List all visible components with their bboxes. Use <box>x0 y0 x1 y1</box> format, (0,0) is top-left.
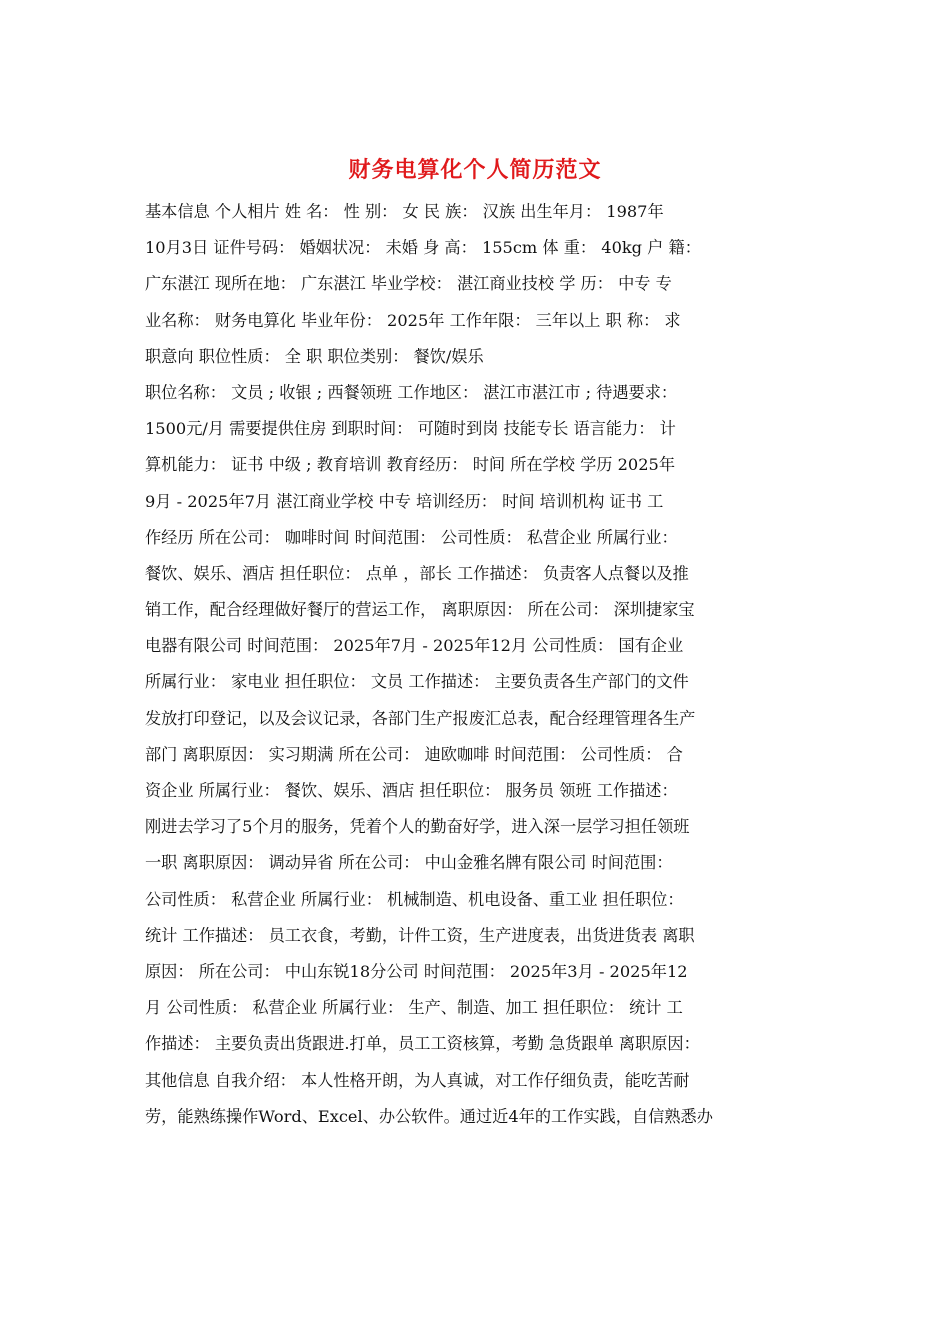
body-line: 9月 - 2025年7月 湛江商业学校 中专 培训经历： 时间 培训机构 证书 工 <box>145 491 664 511</box>
body-line: 基本信息 个人相片 姓 名： 性 别： 女 民 族： 汉族 出生年月： 1987年 <box>145 202 664 221</box>
body-line: 所属行业： 家电业 担任职位： 文员 工作描述： 主要负责各生产部门的文件 <box>145 672 689 692</box>
body-line: 1500元/月 需要提供住房 到职时间： 可随时到岗 技能专长 语言能力： 计 <box>145 419 676 439</box>
body-line: 10月3日 证件号码： 婚姻状况： 未婚 身 高： 155cm 体 重： 40kg 户 籍： <box>145 238 701 258</box>
body-line: 算机能力： 证书 中级 ; 教育培训 教育经历： 时间 所在学校 学历 2025年 <box>145 455 676 475</box>
body-line: 劳，能熟练操作Word、Excel、办公软件。通过近4年的工作实践，自信熟悉办 <box>145 1106 713 1126</box>
body-line: 刚进去学习了5个月的服务，凭着个人的勤奋好学，进入深一层学习担任领班 <box>145 817 690 837</box>
body-line: 资企业 所属行业： 餐饮、娱乐、酒店 担任职位： 服务员 领班 工作描述： <box>145 781 678 800</box>
body-line: 原因： 所在公司： 中山东锐18分公司 时间范围： 2025年3月 - 2025年12 <box>145 961 688 981</box>
body-line: 电器有限公司 时间范围： 2025年7月 - 2025年12月 公司性质： 国有企业 <box>145 636 684 656</box>
body-line: 职意向 职位性质： 全 职 职位类别： 餐饮/娱乐 <box>145 346 484 366</box>
body-line: 发放打印登记，以及会议记录，各部门生产报废汇总表，配合经理管理各生产 <box>145 708 696 728</box>
body-line: 一职 离职原因： 调动异省 所在公司： 中山金雅名牌有限公司 时间范围： <box>145 853 673 873</box>
body-line: 广东湛江 现所在地： 广东湛江 毕业学校： 湛江商业技校 学 历： 中专 专 <box>145 274 672 294</box>
body-line: 月 公司性质： 私营企业 所属行业： 生产、制造、加工 担任职位： 统计 工 <box>145 998 683 1018</box>
document-title: 财务电算化个人简历范文 <box>348 157 602 183</box>
body-line: 职位名称： 文员 ; 收银 ; 西餐领班 工作地区： 湛江市湛江市 ; 待遇要求： <box>145 382 678 402</box>
resume-body <box>145 194 810 1135</box>
body-line: 业名称： 财务电算化 毕业年份： 2025年 工作年限： 三年以上 职 称： 求 <box>145 310 681 330</box>
body-line: 销工作，配合经理做好餐厅的营运工作， 离职原因： 所在公司： 深圳捷家宝 <box>145 600 695 620</box>
body-line: 作经历 所在公司： 咖啡时间 时间范围： 公司性质： 私营企业 所属行业： <box>145 527 678 547</box>
body-line: 其他信息 自我介绍： 本人性格开朗，为人真诚，对工作仔细负责，能吃苦耐 <box>145 1070 690 1090</box>
body-line: 作描述： 主要负责出货跟进.打单，员工工资核算，考勤 急货跟单 离职原因： <box>145 1034 700 1054</box>
body-line: 餐饮、娱乐、酒店 担任职位： 点单 ，部长 工作描述： 负责客人点餐以及推 <box>145 563 689 583</box>
body-line: 部门 离职原因： 实习期满 所在公司： 迪欧咖啡 时间范围： 公司性质： 合 <box>145 744 683 764</box>
body-line: 统计 工作描述： 员工衣食，考勤，计件工资，生产进度表，出货进货表 离职 <box>145 925 695 945</box>
body-line: 公司性质： 私营企业 所属行业： 机械制造、机电设备、重工业 担任职位： <box>145 889 684 909</box>
